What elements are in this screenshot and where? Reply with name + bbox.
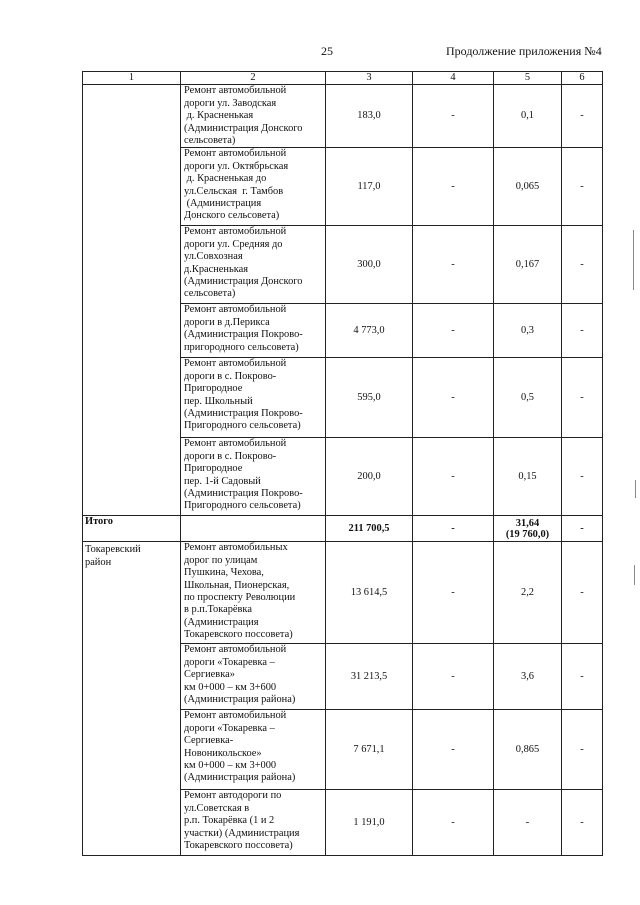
description-line: д.Красненькая bbox=[184, 263, 248, 275]
column-4-value: - bbox=[413, 85, 494, 148]
description-line: км 0+000 – км 3+600 bbox=[184, 681, 277, 693]
description-line: Ремонт автомобильной bbox=[184, 438, 287, 450]
column-6-value: - bbox=[562, 790, 603, 856]
description-line: Ремонт автомобильной bbox=[184, 226, 287, 238]
column-4-value: - bbox=[413, 226, 494, 304]
cost-value: 117,0 bbox=[326, 148, 413, 226]
description-line: Ремонт автомобильной bbox=[184, 148, 287, 160]
column-6-value: - bbox=[562, 438, 603, 516]
total-length-extra: (19 760,0) bbox=[505, 528, 550, 540]
district-cell bbox=[83, 85, 181, 516]
column-number: 4 bbox=[413, 72, 494, 85]
work-description bbox=[181, 644, 326, 710]
description-line: Пушкина, Чехова, bbox=[184, 567, 264, 579]
scan-artifact bbox=[633, 230, 634, 290]
column-number: 2 bbox=[181, 72, 326, 85]
total-length bbox=[494, 516, 562, 542]
description-line: р.п. Токарёвка (1 и 2 bbox=[184, 815, 275, 827]
column-number: 6 bbox=[562, 72, 603, 85]
description-line: Сергиевка» bbox=[184, 669, 235, 681]
table-row bbox=[83, 542, 603, 644]
cost-value: 13 614,5 bbox=[326, 542, 413, 644]
description-line: Пригородное bbox=[184, 383, 243, 395]
column-6-value: - bbox=[562, 358, 603, 438]
total-label: Итого bbox=[83, 516, 181, 542]
column-4-value: - bbox=[413, 438, 494, 516]
description-line: (Администрация Покрово- bbox=[184, 488, 303, 500]
description-line: (Администрация bbox=[184, 616, 259, 628]
length-value: 0,865 bbox=[494, 710, 562, 790]
cost-value: 4 773,0 bbox=[326, 304, 413, 358]
description-line: (Администрация района) bbox=[184, 694, 296, 706]
work-description bbox=[181, 358, 326, 438]
description-line: участки) (Администрация bbox=[184, 827, 300, 839]
description-line: ул.Советская в bbox=[184, 802, 250, 814]
column-number-row bbox=[83, 72, 603, 85]
length-value: 0,3 bbox=[494, 304, 562, 358]
description-line: сельсовета) bbox=[184, 135, 236, 147]
description-line: дороги «Токаревка – bbox=[184, 656, 275, 668]
description-line: дороги «Токаревка – bbox=[184, 722, 275, 734]
length-value: 2,2 bbox=[494, 542, 562, 644]
work-description bbox=[181, 790, 326, 856]
appendix-table bbox=[82, 71, 603, 856]
district-rows bbox=[83, 542, 603, 856]
description-line: Школьная, Пионерская, bbox=[184, 579, 290, 591]
description-line: дороги ул. Заводская bbox=[184, 97, 277, 109]
column-6-value: - bbox=[562, 710, 603, 790]
description-line: км 0+000 – км 3+000 bbox=[184, 760, 277, 772]
column-4-value: - bbox=[413, 790, 494, 856]
description-line: в р.п.Токарёвка bbox=[184, 604, 252, 616]
description-line: д. Красненькая до bbox=[184, 173, 267, 185]
description-line: ул.Совхозная bbox=[184, 251, 243, 263]
description-line: Ремонт автодороги по bbox=[184, 790, 282, 802]
district-cell bbox=[83, 542, 181, 856]
description-line: дороги в д.Перикса bbox=[184, 316, 270, 328]
description-line: сельсовета) bbox=[184, 288, 236, 300]
cost-value: 300,0 bbox=[326, 226, 413, 304]
column-number: 1 bbox=[83, 72, 181, 85]
district-name-suffix: район bbox=[85, 556, 112, 568]
column-number: 5 bbox=[494, 72, 562, 85]
total-cost: 211 700,5 bbox=[326, 516, 413, 542]
description-line: д. Красненькая bbox=[184, 110, 254, 122]
column-4-value: - bbox=[413, 358, 494, 438]
description-line: по проспекту Революции bbox=[184, 592, 296, 604]
total-length-km: 31,64 bbox=[515, 517, 540, 529]
column-4-value: - bbox=[413, 710, 494, 790]
continuation-note: Продолжение приложения №4 bbox=[446, 44, 602, 58]
length-value: - bbox=[494, 790, 562, 856]
description-line: Донского сельсовета) bbox=[184, 210, 280, 222]
page-number: 25 bbox=[321, 44, 333, 58]
description-line: дороги в с. Покрово- bbox=[184, 450, 277, 462]
total-row bbox=[83, 516, 603, 542]
description-line: дороги в с. Покрово- bbox=[184, 370, 277, 382]
description-line: Пригородное bbox=[184, 463, 243, 475]
length-value: 0,15 bbox=[494, 438, 562, 516]
column-6-value: - bbox=[562, 644, 603, 710]
description-line: дороги ул. Октябрьская bbox=[184, 160, 289, 172]
total-column-4: - bbox=[413, 516, 494, 542]
column-4-value: - bbox=[413, 644, 494, 710]
work-description bbox=[181, 304, 326, 358]
column-6-value: - bbox=[562, 542, 603, 644]
work-description bbox=[181, 85, 326, 148]
column-number: 3 bbox=[326, 72, 413, 85]
column-6-value: - bbox=[562, 148, 603, 226]
column-6-value: - bbox=[562, 304, 603, 358]
column-4-value: - bbox=[413, 542, 494, 644]
description-line: Ремонт автомобильной bbox=[184, 644, 287, 656]
description-line: Ремонт автомобильных bbox=[184, 542, 288, 554]
table-row bbox=[83, 85, 603, 148]
scan-artifact bbox=[634, 565, 635, 585]
district-name: Токаревский bbox=[85, 544, 141, 556]
scan-artifact bbox=[635, 480, 636, 498]
length-value: 3,6 bbox=[494, 644, 562, 710]
total-empty-cell bbox=[181, 516, 326, 542]
work-description bbox=[181, 438, 326, 516]
length-value: 0,1 bbox=[494, 85, 562, 148]
section-rows bbox=[83, 85, 603, 516]
column-4-value: - bbox=[413, 148, 494, 226]
description-line: Пригородного сельсовета) bbox=[184, 420, 301, 432]
description-line: Ремонт автомобильной bbox=[184, 358, 287, 370]
work-description bbox=[181, 542, 326, 644]
description-line: пригородного сельсовета) bbox=[184, 341, 299, 353]
description-line: Пригородного сельсовета) bbox=[184, 500, 301, 512]
cost-value: 31 213,5 bbox=[326, 644, 413, 710]
description-line: дороги ул. Средняя до bbox=[184, 238, 283, 250]
description-line: Ремонт автомобильной bbox=[184, 710, 287, 722]
description-line: (Администрация Покрово- bbox=[184, 329, 303, 341]
description-line: (Администрация bbox=[184, 198, 262, 210]
cost-value: 7 671,1 bbox=[326, 710, 413, 790]
description-line: Сергиевка- bbox=[184, 735, 234, 747]
column-4-value: - bbox=[413, 304, 494, 358]
work-description bbox=[181, 148, 326, 226]
description-line: Токаревского поссовета) bbox=[184, 840, 293, 852]
description-line: Ремонт автомобильной bbox=[184, 304, 287, 316]
cost-value: 1 191,0 bbox=[326, 790, 413, 856]
description-line: Ремонт автомобильной bbox=[184, 85, 287, 97]
description-line: Токаревского поссовета) bbox=[184, 629, 293, 641]
cost-value: 183,0 bbox=[326, 85, 413, 148]
description-line: (Администрация Донского bbox=[184, 276, 303, 288]
column-6-value: - bbox=[562, 85, 603, 148]
length-value: 0,5 bbox=[494, 358, 562, 438]
description-line: (Администрация Покрово- bbox=[184, 408, 303, 420]
cost-value: 595,0 bbox=[326, 358, 413, 438]
length-value: 0,167 bbox=[494, 226, 562, 304]
description-line: (Администрация района) bbox=[184, 772, 296, 784]
work-description bbox=[181, 226, 326, 304]
length-value: 0,065 bbox=[494, 148, 562, 226]
description-line: дорог по улицам bbox=[184, 554, 258, 566]
description-line: пер. 1-й Садовый bbox=[184, 475, 261, 487]
work-description bbox=[181, 710, 326, 790]
description-line: Новоникольское» bbox=[184, 747, 262, 759]
description-line: ул.Сельская г. Тамбов bbox=[184, 185, 284, 197]
description-line: пер. Школьный bbox=[184, 395, 253, 407]
column-6-value: - bbox=[562, 226, 603, 304]
total-column-6: - bbox=[562, 516, 603, 542]
description-line: (Администрация Донского bbox=[184, 122, 303, 134]
cost-value: 200,0 bbox=[326, 438, 413, 516]
